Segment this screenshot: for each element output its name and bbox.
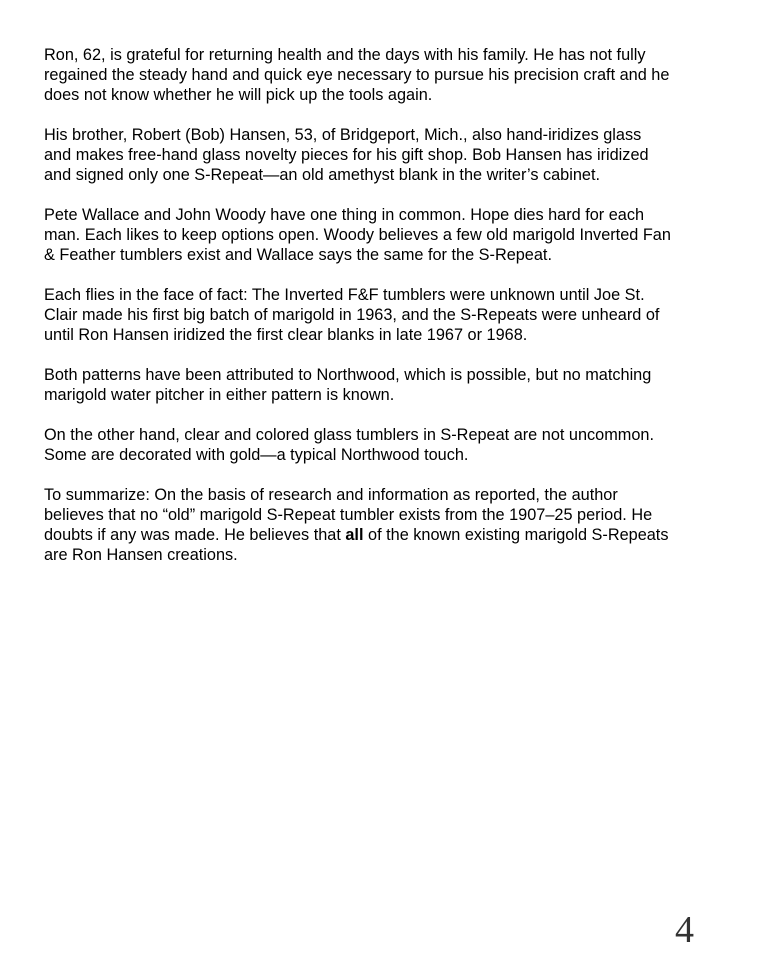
text-line: Clair made his first big batch of marigold in 1963, and the S-Repeats were unheard of bbox=[44, 306, 660, 324]
text-run: of the known existing marigold S-Repeats bbox=[363, 526, 669, 544]
text-line: & Feather tumblers exist and Wallace says the same for the S-Repeat. bbox=[44, 246, 552, 264]
text-line: believes that no “old” marigold S-Repeat tumbler exists from the 1907–25 period. He bbox=[44, 506, 653, 524]
text-line: and makes free-hand glass novelty pieces for his gift shop. Bob Hansen has iridized bbox=[44, 146, 649, 164]
text-line: On the other hand, clear and colored glass tumblers in S-Repeat are not uncommon. bbox=[44, 426, 654, 444]
article-body bbox=[44, 45, 734, 585]
text-line: regained the steady hand and quick eye necessary to pursue his precision craft and he bbox=[44, 66, 670, 84]
text-run: doubts if any was made. He believes that bbox=[44, 526, 346, 544]
text-line: until Ron Hansen iridized the first clear blanks in late 1967 or 1968. bbox=[44, 326, 528, 344]
text-line: His brother, Robert (Bob) Hansen, 53, of Bridgeport, Mich., also hand-iridizes glass bbox=[44, 126, 642, 144]
paragraph-other-hand bbox=[44, 425, 734, 465]
text-line: Both patterns have been attributed to Northwood, which is possible, but no matching bbox=[44, 366, 652, 384]
paragraph-bob-hansen bbox=[44, 125, 734, 185]
text-line: and signed only one S-Repeat—an old amethyst blank in the writer’s cabinet. bbox=[44, 166, 601, 184]
emphasis-all: all bbox=[345, 526, 364, 544]
text-line: To summarize: On the basis of research and information as reported, the author bbox=[44, 486, 618, 504]
text-line: Each flies in the face of fact: The Inverted F&F tumblers were unknown until Joe St. bbox=[44, 286, 645, 304]
text-line-with-emphasis bbox=[44, 525, 734, 545]
text-line: does not know whether he will pick up the tools again. bbox=[44, 86, 433, 104]
text-line: man. Each likes to keep options open. Woody believes a few old marigold Inverted Fan bbox=[44, 226, 671, 244]
text-line: marigold water pitcher in either pattern is known. bbox=[44, 386, 395, 404]
page-number: 4 bbox=[675, 909, 694, 951]
text-line: are Ron Hansen creations. bbox=[44, 546, 238, 564]
text-line: Some are decorated with gold—a typical Northwood touch. bbox=[44, 446, 469, 464]
text-line: Pete Wallace and John Woody have one thing in common. Hope dies hard for each bbox=[44, 206, 645, 224]
paragraph-ron-health bbox=[44, 45, 734, 105]
paragraph-northwood-attribution bbox=[44, 365, 734, 405]
paragraph-face-of-fact bbox=[44, 285, 734, 345]
paragraph-summary bbox=[44, 485, 734, 565]
text-line: Ron, 62, is grateful for returning health and the days with his family. He has not fully bbox=[44, 46, 646, 64]
paragraph-wallace-woody bbox=[44, 205, 734, 265]
